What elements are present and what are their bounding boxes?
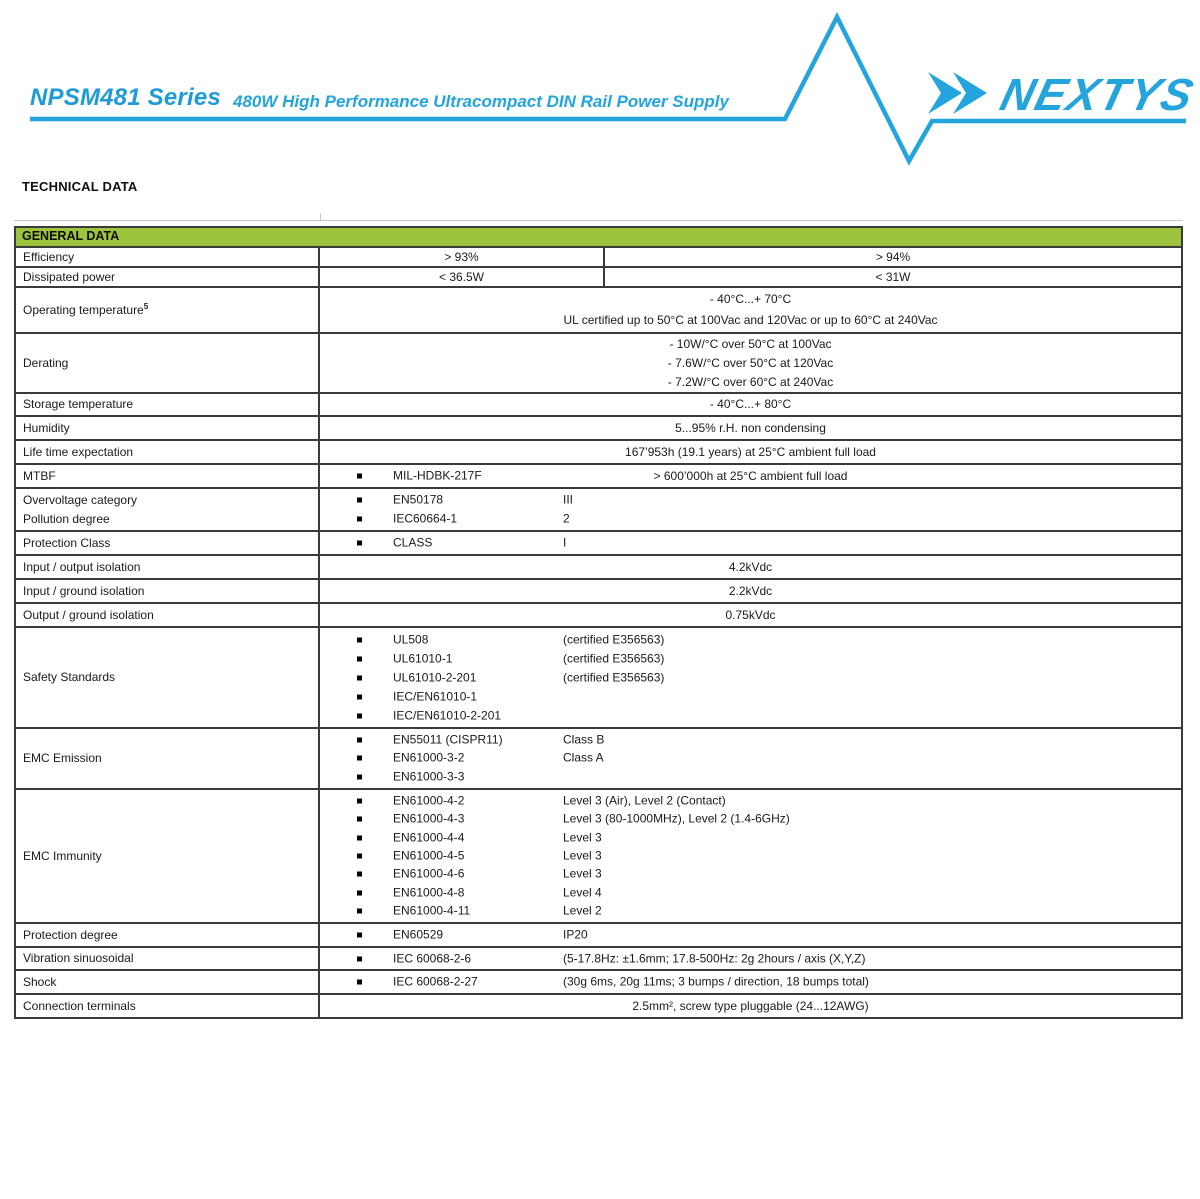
table-row-humidity	[16, 415, 1181, 439]
standard-value: (5-17.8Hz: ±1.6mm; 17.8-500Hz: 2g 2hours / axis (X,Y,Z)	[563, 951, 866, 965]
bullet-icon	[357, 498, 362, 503]
row-label	[16, 729, 318, 788]
row-values	[318, 288, 1181, 332]
value-column-2	[605, 268, 1181, 286]
standard-value: Level 3 (Air), Level 2 (Contact)	[563, 793, 726, 808]
standard-value: Level 2	[563, 903, 602, 918]
bullet-item	[320, 630, 1181, 649]
standard-name: EN61000-4-4	[393, 830, 465, 845]
bullet-item	[320, 810, 1181, 828]
standard-name: EN61000-4-6	[393, 866, 465, 881]
row-label	[16, 334, 318, 392]
value-text: UL certified up to 50°C at 100Vac and 120Vac or up to 60°C at 240Vac	[563, 313, 938, 327]
value-text: 4.2kVdc	[728, 559, 773, 574]
row-values	[318, 417, 1181, 439]
page-title: NPSM481 Series	[30, 84, 221, 111]
footnote-marker: 5	[143, 301, 149, 311]
bullet-icon	[357, 474, 362, 479]
value-text: > 600’000h at 25°C ambient full load	[653, 468, 848, 483]
value-text: - 40°C...+ 70°C	[709, 292, 792, 306]
row-values	[318, 394, 1181, 415]
standard-value: Level 3	[563, 848, 602, 863]
table-row-lifetime-expectation	[16, 439, 1181, 463]
standard-value: Level 3	[563, 866, 602, 881]
row-label	[16, 417, 318, 439]
row-label-text: Overvoltage category	[23, 492, 138, 507]
table-row-vibration	[16, 946, 1181, 969]
bullet-item	[320, 768, 1181, 786]
bullet-item	[320, 973, 1181, 991]
row-label-text: Vibration sinuosoidal	[23, 951, 134, 965]
row-label-text: Output / ground isolation	[23, 607, 154, 622]
standard-name: EN60529	[393, 927, 444, 942]
value-text: 2.5mm², screw type pluggable (24...12AWG)	[632, 998, 869, 1013]
row-label	[16, 532, 318, 554]
brand-chevrons-icon	[928, 72, 987, 114]
row-values	[318, 556, 1181, 578]
row-label-text: Derating	[23, 355, 69, 370]
bullet-item	[320, 829, 1181, 847]
row-label-text: Connection terminals	[23, 998, 136, 1013]
standard-name: EN55011 (CISPR11)	[393, 732, 503, 747]
row-values	[318, 580, 1181, 602]
bullet-item	[320, 649, 1181, 668]
standard-name: MIL-HDBK-217F	[393, 468, 482, 483]
table-row-mtbf	[16, 463, 1181, 487]
row-values	[318, 995, 1181, 1017]
standard-name: EN61000-3-3	[393, 769, 465, 784]
value-text: 0.75kVdc	[725, 607, 776, 622]
standard-value: (certified E356563)	[563, 632, 665, 646]
standard-name: CLASS	[393, 535, 433, 550]
standard-name: EN61000-3-2	[393, 750, 465, 765]
row-label-text: MTBF	[23, 468, 56, 483]
row-label	[16, 441, 318, 463]
bullet-icon	[357, 853, 362, 858]
row-values	[318, 334, 1181, 392]
bullet-item	[320, 926, 1181, 944]
table-row-safety-standards	[16, 626, 1181, 727]
row-values	[318, 604, 1181, 626]
row-values	[318, 729, 1181, 788]
standard-value: (certified E356563)	[563, 670, 665, 684]
bullet-item	[320, 749, 1181, 767]
row-label	[16, 580, 318, 602]
standard-value: (certified E356563)	[563, 651, 665, 665]
bullet-item	[320, 902, 1181, 920]
section-title: TECHNICAL DATA	[22, 179, 138, 194]
table-row-protection-degree	[16, 922, 1181, 946]
table-row-connection-terminals	[16, 993, 1181, 1017]
bullet-item	[320, 534, 1181, 552]
table-row-output-ground-isolation	[16, 602, 1181, 626]
table-row-storage-temperature	[16, 392, 1181, 415]
bullet-item	[320, 865, 1181, 883]
table-row-overvoltage-pollution	[16, 487, 1181, 530]
standard-value: Class B	[563, 732, 605, 747]
table-row-dissipated-power	[16, 266, 1181, 286]
row-label-text: EMC Emission	[23, 751, 102, 765]
row-label-text: Efficiency	[23, 249, 75, 264]
standard-name: IEC 60068-2-6	[393, 951, 472, 965]
value-column-1	[320, 268, 605, 286]
bullet-icon	[357, 756, 362, 761]
value-text: - 40°C...+ 80°C	[709, 397, 792, 411]
value-text: - 10W/°C over 50°C at 100Vac	[669, 336, 832, 351]
row-label-text: Protection Class	[23, 535, 111, 550]
bullet-item	[320, 731, 1181, 749]
bullet-icon	[357, 933, 362, 938]
standard-value: I	[563, 535, 567, 550]
table-row-derating	[16, 332, 1181, 392]
bullet-icon	[357, 713, 362, 718]
row-label	[16, 465, 318, 487]
row-values	[318, 628, 1181, 727]
bullet-item	[320, 706, 1181, 725]
row-label	[16, 995, 318, 1017]
table-section-header	[16, 228, 1181, 246]
bullet-icon	[357, 980, 362, 985]
row-label-text: Protection degree	[23, 927, 118, 942]
row-label	[16, 248, 318, 266]
standard-name: EN61000-4-11	[393, 903, 471, 918]
value-text: 167’953h (19.1 years) at 25°C ambient full load	[625, 444, 876, 459]
bullet-icon	[357, 656, 362, 661]
standard-name: IEC60664-1	[393, 511, 458, 526]
row-values	[318, 790, 1181, 922]
standard-value: (30g 6ms, 20g 11ms; 3 bumps / direction, 18 bumps total)	[563, 974, 869, 989]
table-row-input-ground-isolation	[16, 578, 1181, 602]
row-label-text: EMC Immunity	[23, 848, 102, 863]
standard-value: III	[563, 492, 574, 507]
bullet-item	[320, 687, 1181, 706]
bullet-icon	[357, 774, 362, 779]
standard-name: IEC/EN61010-1	[393, 689, 478, 703]
table-row-protection-class	[16, 530, 1181, 554]
bullet-icon	[357, 908, 362, 913]
row-values	[318, 948, 1181, 969]
table-row-shock	[16, 969, 1181, 993]
bullet-item	[320, 847, 1181, 865]
value-text: - 7.6W/°C over 50°C at 120Vac	[667, 355, 834, 370]
bullet-item	[320, 950, 1181, 967]
bullet-icon	[357, 541, 362, 546]
table-row-efficiency	[16, 246, 1181, 266]
row-label-text: Operating temperature	[23, 302, 144, 317]
standard-value: Class A	[563, 750, 604, 765]
bullet-icon	[357, 738, 362, 743]
standard-value: Level 3 (80-1000MHz), Level 2 (1.4-6GHz)	[563, 811, 790, 826]
row-values	[318, 532, 1181, 554]
row-label-text: Humidity	[23, 420, 70, 435]
value-text: < 31W	[875, 269, 911, 284]
bullet-icon	[357, 675, 362, 680]
value-column-1	[320, 248, 605, 266]
standard-name: EN61000-4-5	[393, 848, 465, 863]
bullet-icon	[357, 694, 362, 699]
row-label	[16, 489, 318, 530]
row-label	[16, 924, 318, 946]
row-label	[16, 556, 318, 578]
standard-name: UL508	[393, 632, 429, 646]
table-row-operating-temperature	[16, 286, 1181, 332]
row-values	[318, 489, 1181, 530]
bullet-icon	[357, 817, 362, 822]
table-row-emc-emission	[16, 727, 1181, 788]
row-label	[16, 604, 318, 626]
bullet-icon	[357, 637, 362, 642]
standard-name: EN61000-4-3	[393, 811, 465, 826]
value-text: - 7.2W/°C over 60°C at 240Vac	[667, 374, 834, 389]
standard-value: Level 3	[563, 830, 602, 845]
bullet-item	[320, 510, 1181, 529]
standard-name: IEC/EN61010-2-201	[393, 708, 502, 722]
standard-name: EN50178	[393, 492, 444, 507]
row-values	[318, 971, 1181, 993]
table-section-header-text: GENERAL DATA	[22, 229, 120, 244]
value-text: < 36.5W	[438, 269, 485, 284]
bullet-icon	[357, 890, 362, 895]
row-label	[16, 948, 318, 969]
value-text: 2.2kVdc	[728, 583, 773, 598]
row-values	[318, 268, 1181, 286]
bullet-icon	[357, 516, 362, 521]
standard-name: UL61010-2-201	[393, 670, 477, 684]
general-data-table	[14, 226, 1183, 1019]
value-text: > 94%	[875, 249, 911, 264]
standard-name: UL61010-1	[393, 651, 453, 665]
row-label	[16, 288, 318, 332]
divider-line	[14, 220, 1183, 221]
row-label-text: Input / output isolation	[23, 559, 141, 574]
row-label-text: Shock	[23, 974, 57, 989]
value-text: > 93%	[444, 249, 479, 264]
row-values	[318, 248, 1181, 266]
row-values	[318, 465, 1181, 487]
standard-value: 2	[563, 511, 570, 526]
standard-value: IP20	[563, 927, 588, 942]
standard-value: Level 4	[563, 885, 602, 900]
row-label-text: Input / ground isolation	[23, 583, 145, 598]
value-column-2	[605, 248, 1181, 266]
page-subtitle: 480W High Performance Ultracompact DIN Rail Power Supply	[233, 92, 729, 111]
row-label	[16, 971, 318, 993]
bullet-icon	[357, 799, 362, 804]
standard-name: IEC 60068-2-27	[393, 974, 478, 989]
bullet-icon	[357, 872, 362, 877]
brand-logo-text: NEXTYS	[995, 69, 1200, 120]
table-row-input-output-isolation	[16, 554, 1181, 578]
table-row-emc-immunity	[16, 788, 1181, 922]
row-values	[318, 441, 1181, 463]
row-label	[16, 268, 318, 286]
bullet-item	[320, 792, 1181, 810]
row-label-text: Storage temperature	[23, 397, 134, 411]
row-label-text: Pollution degree	[23, 511, 110, 526]
row-label-text: Safety Standards	[23, 670, 116, 684]
row-label	[16, 790, 318, 922]
row-label	[16, 394, 318, 415]
bullet-item	[320, 491, 1181, 510]
row-label	[16, 628, 318, 727]
divider-tick	[320, 213, 321, 221]
row-label-text: Dissipated power	[23, 269, 116, 284]
bullet-item	[320, 668, 1181, 687]
bullet-icon	[357, 956, 362, 961]
row-label-text: Life time expectation	[23, 444, 134, 459]
standard-name: EN61000-4-2	[393, 793, 465, 808]
value-text: 5...95% r.H. non condensing	[675, 420, 826, 435]
bullet-icon	[357, 835, 362, 840]
bullet-item	[320, 883, 1181, 901]
standard-name: EN61000-4-8	[393, 885, 465, 900]
row-values	[318, 924, 1181, 946]
